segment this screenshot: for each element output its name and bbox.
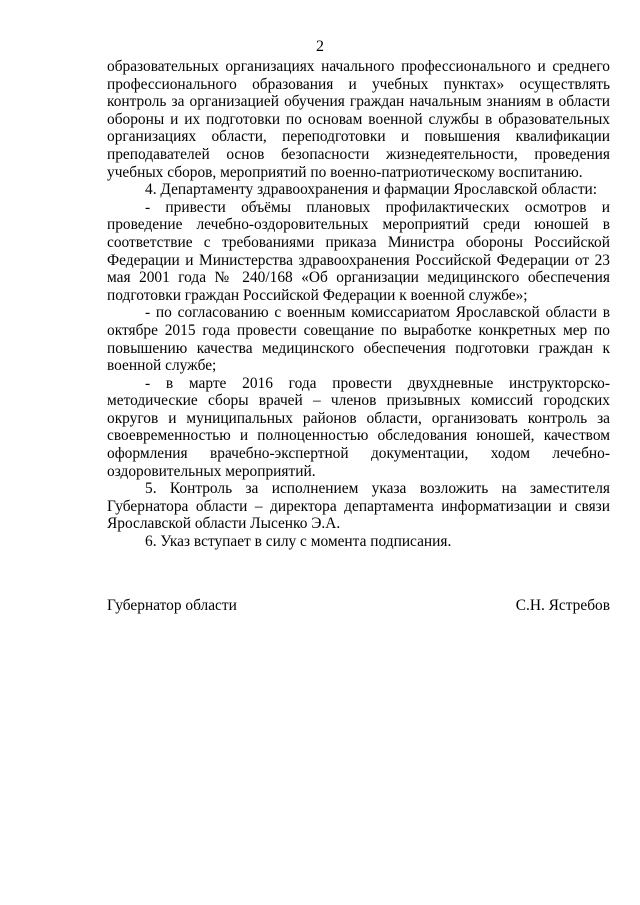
paragraph-subitem-medical-exams: - привести объёмы плановых профилактических осмотров и проведение лечебно-оздоровительных мероприятий среди юношей в соответствие с требованиями приказа Министра обороны Российской Федерации и Министерства здравоохранения Российской Федерации от 23 мая 2001 года № 240/168 «Об организации медицинского обеспечения подготовки граждан Российской Федерации к военной службе»;: [107, 198, 610, 304]
paragraph-continuation: образовательных организациях начального профессионального и среднего профессионального образования и учебных пунктах» осуществлять контроль за организацией обучения граждан начальным знаниям в области обороны и их подготовки по основам военной службы в образовательных организациях области, переподготовки и повышения квалификации преподавателей основ безопасности жизнедеятельности, проведения учебных сборов, мероприятий по военно-патриотическому воспитанию.: [107, 58, 610, 181]
page-number: 2: [316, 38, 324, 55]
document-body: [107, 58, 610, 551]
paragraph-item-6: 6. Указ вступает в силу с момента подписания.: [145, 533, 452, 551]
signatory-name: С.Н. Ястребов: [515, 597, 610, 614]
paragraph-subitem-training: - в марте 2016 года провести двухдневные инструкторско-методические сборы врачей – членов призывных комиссий городских округов и муниципальных районов области, организовать контроль за своевременностью и полноценностью обследования юношей, качеством оформления врачебно-экспертной документации, ходом лечебно-оздоровительных мероприятий.: [107, 374, 610, 480]
signatory-position: Губернатор области: [107, 597, 237, 614]
paragraph-subitem-meeting: - по согласованию с военным комиссариатом Ярославской области в октябре 2015 года провести совещание по выработке конкретных мер по повышению качества медицинского обеспечения подготовки граждан к военной службе;: [107, 304, 610, 375]
paragraph-item-4: 4. Департаменту здравоохранения и фармации Ярославской области:: [145, 181, 598, 199]
paragraph-item-5: 5. Контроль за исполнением указа возложить на заместителя Губернатора области – директора департамента информатизации и связи Ярославской области Лысенко Э.А.: [107, 480, 610, 533]
